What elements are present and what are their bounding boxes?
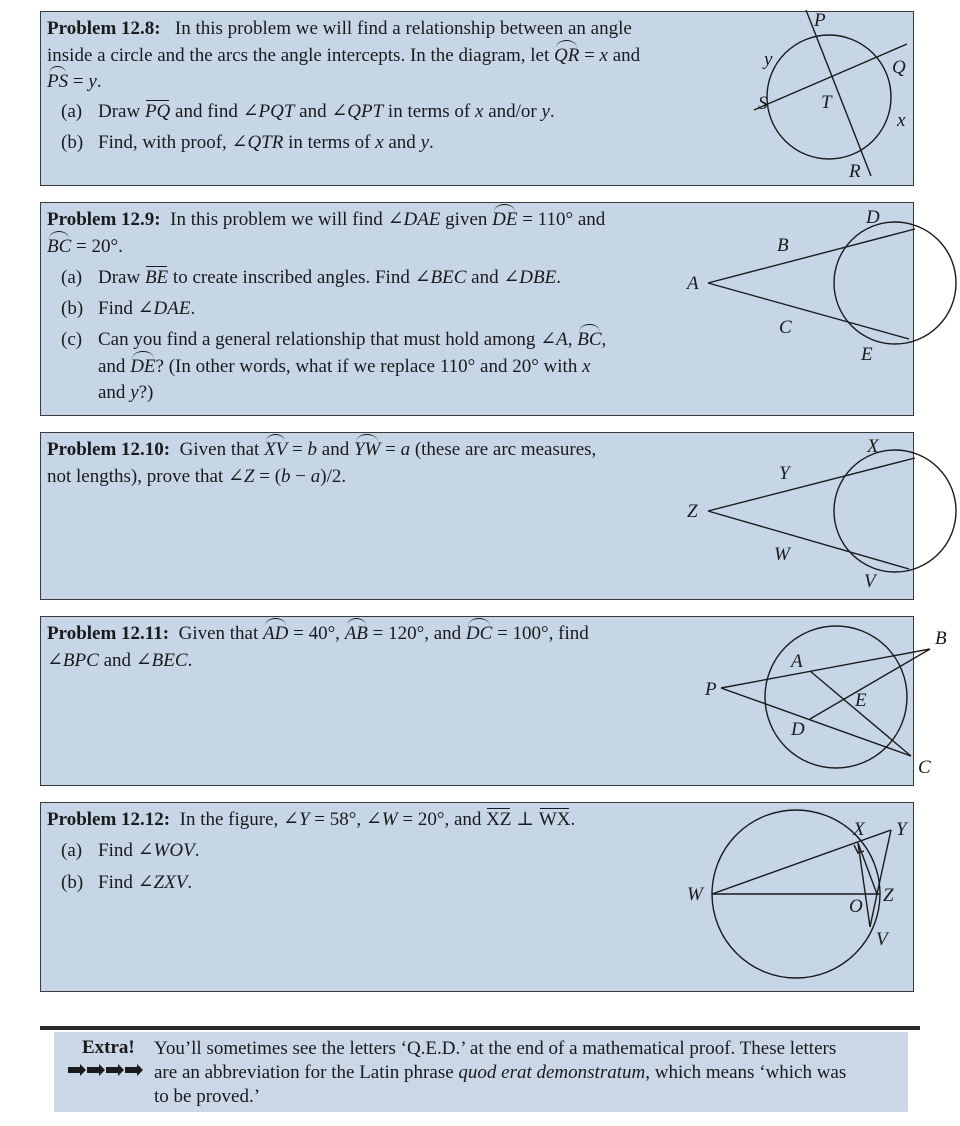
label-p: P [705,679,717,700]
circle [834,222,956,344]
chord-ac [810,671,911,756]
problem-text: In the figure, [179,809,284,830]
problem-text: = [579,44,600,66]
part-c [47,327,606,354]
label-c: C [779,317,792,338]
part-text: . [194,839,200,861]
problem-text: and [98,649,136,671]
variable-y: y [88,71,97,92]
problem-12-12-text [47,807,575,897]
problem-12-8 [40,11,914,186]
problem-text: given [440,209,493,230]
variable-a: a [400,439,411,460]
secant-ae [708,283,909,339]
part-b [47,296,606,323]
problem-text: = 20°. [71,235,123,257]
diagram-12-8 [741,12,913,184]
diagram-12-10 [671,433,915,601]
arc-yw: YW [354,437,380,464]
diagram-12-9 [671,203,915,373]
label-e: E [861,344,873,365]
problem-12-11 [40,616,947,786]
label-r: R [849,161,861,182]
part-text: Find, with proof, [98,132,232,153]
angle: ∠DBE [503,267,557,288]
angle: ∠BPC [47,649,99,671]
part-b [47,130,640,157]
label-x: X [867,436,879,457]
label-b: B [935,628,947,649]
problem-text: Given that [179,439,265,460]
part-c-cont [47,354,606,381]
angle: ∠BEC [414,267,467,288]
variable-x: x [599,44,608,66]
label-p: P [814,10,826,31]
segment-xz: XZ [486,807,511,834]
problem-text: = 58°, [309,809,366,830]
diagram-12-11 [651,617,947,787]
angle: ∠ZXV [137,872,188,893]
problem-12-12 [40,802,914,992]
problem-text: and [607,44,641,66]
part-text: and [294,100,332,122]
label-t: T [821,92,832,113]
part-label: (a) [61,267,83,288]
label-x: X [853,819,865,840]
label-c: C [918,757,931,778]
problem-12-11-text [47,621,589,674]
arc-dc: DC [466,621,492,648]
label-e: E [855,690,867,711]
part-text: . [549,100,555,122]
variable-b: b [281,465,291,487]
problem-text: . [187,649,193,671]
label-w: W [774,544,790,565]
extra-note [54,1032,908,1112]
latin-phrase: quod erat demonstratum [458,1062,646,1083]
part-text: . [556,267,561,288]
arc-ad: AD [263,621,288,648]
diagram-12-12 [671,803,915,991]
label-v: V [876,929,888,950]
problem-text: = [380,439,401,460]
problem-12-10-text [47,437,596,490]
angle: ∠DAE [137,297,191,319]
label-x: x [897,110,906,131]
part-a [47,838,575,865]
secant-ad [708,229,915,283]
secant-pb [721,649,930,688]
problem-text: = 110° and [517,209,606,230]
part-text: and [466,267,504,288]
chord-pr [806,10,871,176]
variable-b: b [307,439,318,460]
part-text: ?) [138,382,154,403]
variable: x [475,100,484,122]
label-z: Z [883,885,894,906]
extra-text: , which means ‘which was [645,1062,847,1083]
extra-text: to be proved.’ [154,1086,261,1107]
problem-text: = 120°, and [367,623,466,644]
problem-title: Problem 12.9: [47,209,161,230]
label-q: Q [892,57,906,78]
part-text: . [190,297,196,319]
part-text: , [601,329,607,350]
part-label: (b) [61,297,84,319]
arc-bc: BC [577,327,601,354]
part-label: (b) [61,872,84,893]
problem-text: − [290,465,311,487]
part-a [47,265,606,292]
problem-title: Problem 12.11: [47,623,170,644]
label-w: W [687,884,703,905]
secant-zv [708,511,909,569]
variable: y [130,382,139,403]
angle: ∠Y [283,809,310,830]
extra-body [154,1037,904,1109]
angle: ∠A [540,329,568,350]
extra-heading: Extra! [82,1037,135,1058]
problem-text: )/2. [320,465,347,487]
arc-ps: PS [47,69,68,96]
part-c-cont2 [47,380,606,407]
variable: x [375,132,384,153]
problem-title: Problem 12.10: [47,439,171,460]
variable: x [582,355,591,377]
problem-text: . [570,809,576,830]
label-a: A [791,651,803,672]
problem-text: not lengths), prove that [47,465,228,487]
label-a: A [687,273,699,294]
segment-wx: WX [539,807,571,834]
part-a [47,99,640,126]
angle: ∠PQT [242,100,295,122]
arc-bc: BC [47,234,71,261]
label-o: O [849,896,863,917]
part-label: (a) [61,839,83,861]
part-b [47,870,575,897]
segment-pq: PQ [145,99,170,126]
problem-title: Problem 12.8: [47,18,161,39]
label-y: Y [896,819,907,840]
part-label: (b) [61,132,84,153]
part-label: (c) [61,329,83,350]
angle: ∠QTR [231,132,284,153]
angle: ∠BEC [135,649,188,671]
part-text: . [429,132,434,153]
problem-12-8-text [47,16,640,157]
label-s: S [758,93,768,114]
problem-text: = 20°, and [397,809,487,830]
part-text: ? (In other words, what if we replace 110° and 20° with [155,355,583,377]
problem-text: In this problem we will find [170,209,388,230]
problem-text: and [317,439,354,460]
problem-text: = [68,71,89,92]
secant-zx [708,458,915,511]
variable: y [541,100,550,122]
section-divider [40,1026,920,1030]
arc-ab: AB [345,621,368,648]
part-text: and [98,382,131,403]
variable-a: a [310,465,321,487]
problem-text: (these are arc measures, [410,439,597,460]
part-text: and find [170,100,243,122]
problem-text: . [96,71,102,92]
extra-text: are an abbreviation for the Latin phrase [154,1062,459,1083]
part-text: Find [98,839,138,861]
arc-qr: QR [554,43,579,70]
angle: ∠QPT [331,100,384,122]
label-z: Z [687,501,698,522]
segment-be: BE [145,265,168,292]
part-label: (a) [61,100,83,122]
problem-12-9-text [47,207,606,407]
part-text: Find [98,872,138,893]
arc-xv: XV [264,437,287,464]
problem-text: inside a circle and the arcs the angle intercepts. In the diagram, let [47,44,554,66]
arrow-chain-icon [68,1062,144,1078]
problem-12-9 [40,202,914,416]
problem-text: Given that [178,623,264,644]
part-text: in terms of [383,100,475,122]
part-text: Find [98,297,138,319]
extra-text: You’ll sometimes see the letters ‘Q.E.D.’ at the end of a mathematical proof. These letters [154,1038,837,1059]
variable: y [420,132,429,153]
angle: ∠W [365,809,398,830]
problem-text: ⊥ [511,809,539,830]
label-d: D [866,207,880,228]
arc-de: DE [130,354,155,381]
label-b: B [777,235,789,256]
part-text: and/or [483,100,542,122]
label-d: D [791,719,805,740]
problem-text: = 40°, [288,623,345,644]
part-text: Draw [98,267,145,288]
angle: ∠WOV [137,839,195,861]
label-v: V [864,571,876,592]
angle: ∠Z [228,465,255,487]
circle [834,450,956,572]
part-text: . [187,872,193,893]
problem-12-10 [40,432,914,600]
chord-zv [870,894,877,927]
problem-title: Problem 12.12: [47,809,171,830]
secant-pc [721,688,911,756]
part-text: to create inscribed angles. Find [168,267,415,288]
part-text: and [98,355,131,377]
problem-text: = [287,439,308,460]
problem-text: In this problem we will find a relationship between an angle [174,18,632,39]
arc-de: DE [492,207,517,234]
part-text: Can you find a general relationship that must hold among [98,329,541,350]
part-text: , [567,329,578,350]
problem-text: = 100°, find [492,623,589,644]
label-y: Y [779,463,790,484]
label-y: y [764,49,773,70]
angle: ∠DAE [387,209,441,230]
part-text: and [383,132,421,153]
part-text: Draw [98,100,145,122]
problem-text: = ( [254,465,282,487]
part-text: in terms of [283,132,376,153]
